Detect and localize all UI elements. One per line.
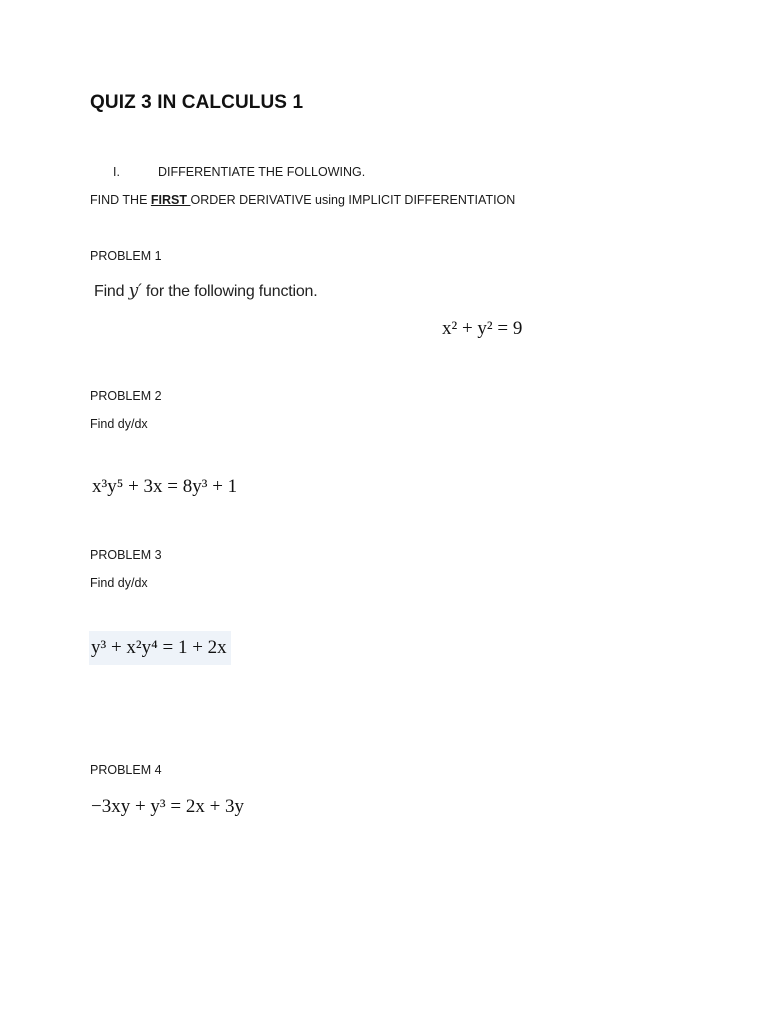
problem-3-equation: y³ + x²y⁴ = 1 + 2x (89, 631, 231, 665)
problem-1-equation: x² + y² = 9 (442, 318, 523, 339)
instruction-emphasis: FIRST (150, 193, 191, 207)
page-title: QUIZ 3 IN CALCULUS 1 (90, 92, 304, 113)
problem-3-label: PROBLEM 3 (90, 548, 162, 562)
section-numeral: I. (113, 165, 120, 179)
problem-3-prompt: Find dy/dx (90, 576, 148, 590)
problem-2-equation: x³y⁵ + 3x = 8y³ + 1 (92, 476, 238, 497)
problem-1-prompt (94, 281, 318, 301)
instruction-text (90, 193, 515, 207)
problem-2-prompt: Find dy/dx (90, 417, 148, 431)
problem-1-prompt-after: for the following function. (141, 283, 318, 300)
problem-1-prompt-math: y′ (128, 281, 142, 301)
problem-4-label: PROBLEM 4 (90, 763, 162, 777)
instruction-before: FIND THE (90, 193, 151, 207)
problem-4-equation: −3xy + y³ = 2x + 3y (91, 796, 245, 817)
problem-2-label: PROBLEM 2 (90, 389, 162, 403)
problem-1-prompt-before: Find (94, 283, 129, 300)
section-heading: DIFFERENTIATE THE FOLLOWING. (158, 165, 366, 179)
instruction-after: ORDER DERIVATIVE using IMPLICIT DIFFERENTIATION (190, 193, 516, 207)
problem-1-label: PROBLEM 1 (90, 249, 162, 263)
